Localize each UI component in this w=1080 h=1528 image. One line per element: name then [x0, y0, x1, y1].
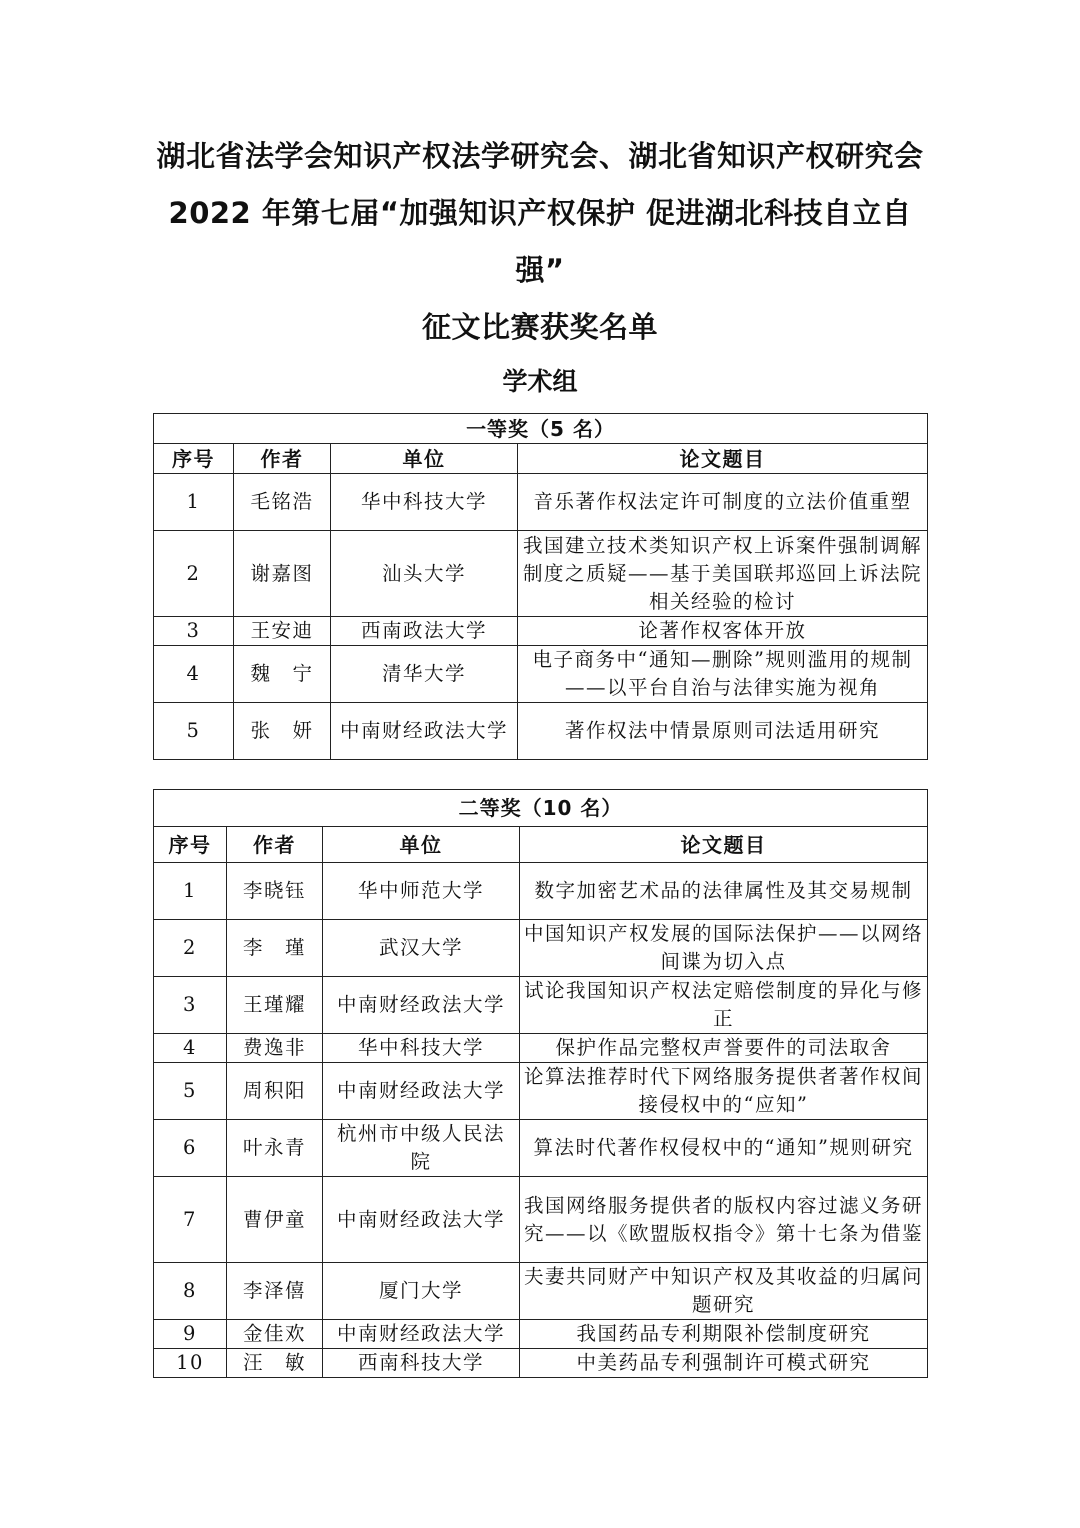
cell-unit: 中南财经政法大学 [323, 1320, 520, 1349]
second-prize-table [153, 789, 928, 1378]
title-line-2: 2022 年第七届“加强知识产权保护 促进湖北科技自立自 [168, 196, 912, 230]
cell-no: 5 [154, 703, 234, 760]
table-row [154, 977, 928, 1034]
cell-no: 2 [154, 920, 227, 977]
cell-unit: 华中科技大学 [331, 474, 518, 531]
cell-title: 算法时代著作权侵权中的“通知”规则研究 [520, 1120, 928, 1177]
cell-unit: 华中科技大学 [323, 1034, 520, 1063]
cell-unit: 中南财经政法大学 [331, 703, 518, 760]
cell-no: 6 [154, 1120, 227, 1177]
cell-no: 8 [154, 1263, 227, 1320]
cell-unit: 厦门大学 [323, 1263, 520, 1320]
cell-no: 2 [154, 531, 234, 617]
col-header-author: 作者 [227, 827, 323, 863]
cell-no: 4 [154, 1034, 227, 1063]
cell-no: 1 [154, 474, 234, 531]
cell-author: 汪 敏 [227, 1349, 323, 1378]
cell-title: 电子商务中“通知—删除”规则滥用的规制——以平台自治与法律实施为视角 [518, 646, 928, 703]
cell-title: 我国网络服务提供者的版权内容过滤义务研究——以《欧盟版权指令》第十七条为借鉴 [520, 1177, 928, 1263]
cell-title: 夫妻共同财产中知识产权及其收益的归属问题研究 [520, 1263, 928, 1320]
cell-title: 著作权法中情景原则司法适用研究 [518, 703, 928, 760]
table-row [154, 617, 928, 646]
cell-author: 李泽僖 [227, 1263, 323, 1320]
cell-title: 我国药品专利期限补偿制度研究 [520, 1320, 928, 1349]
cell-title: 我国建立技术类知识产权上诉案件强制调解制度之质疑——基于美国联邦巡回上诉法院相关经验的检讨 [518, 531, 928, 617]
cell-no: 1 [154, 863, 227, 920]
cell-author: 王安迪 [234, 617, 331, 646]
table-row [154, 920, 928, 977]
table-row [154, 863, 928, 920]
table-row [154, 646, 928, 703]
cell-unit: 华中师范大学 [323, 863, 520, 920]
table-row [154, 474, 928, 531]
table-row [154, 1263, 928, 1320]
cell-unit: 杭州市中级人民法院 [323, 1120, 520, 1177]
cell-author: 李 瑾 [227, 920, 323, 977]
cell-unit: 中南财经政法大学 [323, 1177, 520, 1263]
first-prize-rows [154, 474, 928, 760]
col-header-unit: 单位 [331, 444, 518, 474]
document-title [0, 128, 1080, 356]
group-heading: 学术组 [502, 367, 578, 396]
cell-title: 数字加密艺术品的法律属性及其交易规制 [520, 863, 928, 920]
table-row [154, 1063, 928, 1120]
cell-unit: 西南科技大学 [323, 1349, 520, 1378]
cell-no: 9 [154, 1320, 227, 1349]
cell-no: 3 [154, 977, 227, 1034]
cell-no: 10 [154, 1349, 227, 1378]
cell-unit: 西南政法大学 [331, 617, 518, 646]
first-prize-table [153, 413, 928, 760]
cell-author: 叶永青 [227, 1120, 323, 1177]
cell-unit: 武汉大学 [323, 920, 520, 977]
title-line-4: 征文比赛获奖名单 [421, 310, 658, 344]
cell-unit: 中南财经政法大学 [323, 977, 520, 1034]
cell-author: 费逸非 [227, 1034, 323, 1063]
cell-title: 论算法推荐时代下网络服务提供者著作权间接侵权中的“应知” [520, 1063, 928, 1120]
second-prize-rows [154, 863, 928, 1378]
cell-unit: 汕头大学 [331, 531, 518, 617]
cell-no: 7 [154, 1177, 227, 1263]
cell-author: 曹伊童 [227, 1177, 323, 1263]
table-row [154, 1177, 928, 1263]
table-row [154, 1349, 928, 1378]
cell-author: 金佳欢 [227, 1320, 323, 1349]
title-line-1: 湖北省法学会知识产权法学研究会、湖北省知识产权研究会 [156, 139, 924, 173]
cell-author: 周积阳 [227, 1063, 323, 1120]
cell-author: 李晓钰 [227, 863, 323, 920]
col-header-title: 论文题目 [520, 827, 928, 863]
cell-title: 试论我国知识产权法定赔偿制度的异化与修正 [520, 977, 928, 1034]
table-row [154, 531, 928, 617]
cell-author: 王瑾耀 [227, 977, 323, 1034]
table-row [154, 1120, 928, 1177]
table-row [154, 703, 928, 760]
cell-title: 中国知识产权发展的国际法保护——以网络间谍为切入点 [520, 920, 928, 977]
table-caption: 一等奖（5 名） [154, 414, 928, 444]
cell-title: 论著作权客体开放 [518, 617, 928, 646]
table-row [154, 1034, 928, 1063]
col-header-author: 作者 [234, 444, 331, 474]
cell-no: 3 [154, 617, 234, 646]
cell-title: 保护作品完整权声誉要件的司法取舍 [520, 1034, 928, 1063]
cell-no: 5 [154, 1063, 227, 1120]
cell-author: 魏 宁 [234, 646, 331, 703]
table-caption: 二等奖（10 名） [154, 790, 928, 827]
table-row [154, 1320, 928, 1349]
cell-author: 毛铭浩 [234, 474, 331, 531]
col-header-unit: 单位 [323, 827, 520, 863]
col-header-no: 序号 [154, 827, 227, 863]
cell-unit: 清华大学 [331, 646, 518, 703]
cell-no: 4 [154, 646, 234, 703]
col-header-title: 论文题目 [518, 444, 928, 474]
cell-title: 音乐著作权法定许可制度的立法价值重塑 [518, 474, 928, 531]
cell-title: 中美药品专利强制许可模式研究 [520, 1349, 928, 1378]
cell-author: 张 妍 [234, 703, 331, 760]
cell-author: 谢嘉图 [234, 531, 331, 617]
col-header-no: 序号 [154, 444, 234, 474]
cell-unit: 中南财经政法大学 [323, 1063, 520, 1120]
title-line-3: 强” [515, 253, 565, 287]
